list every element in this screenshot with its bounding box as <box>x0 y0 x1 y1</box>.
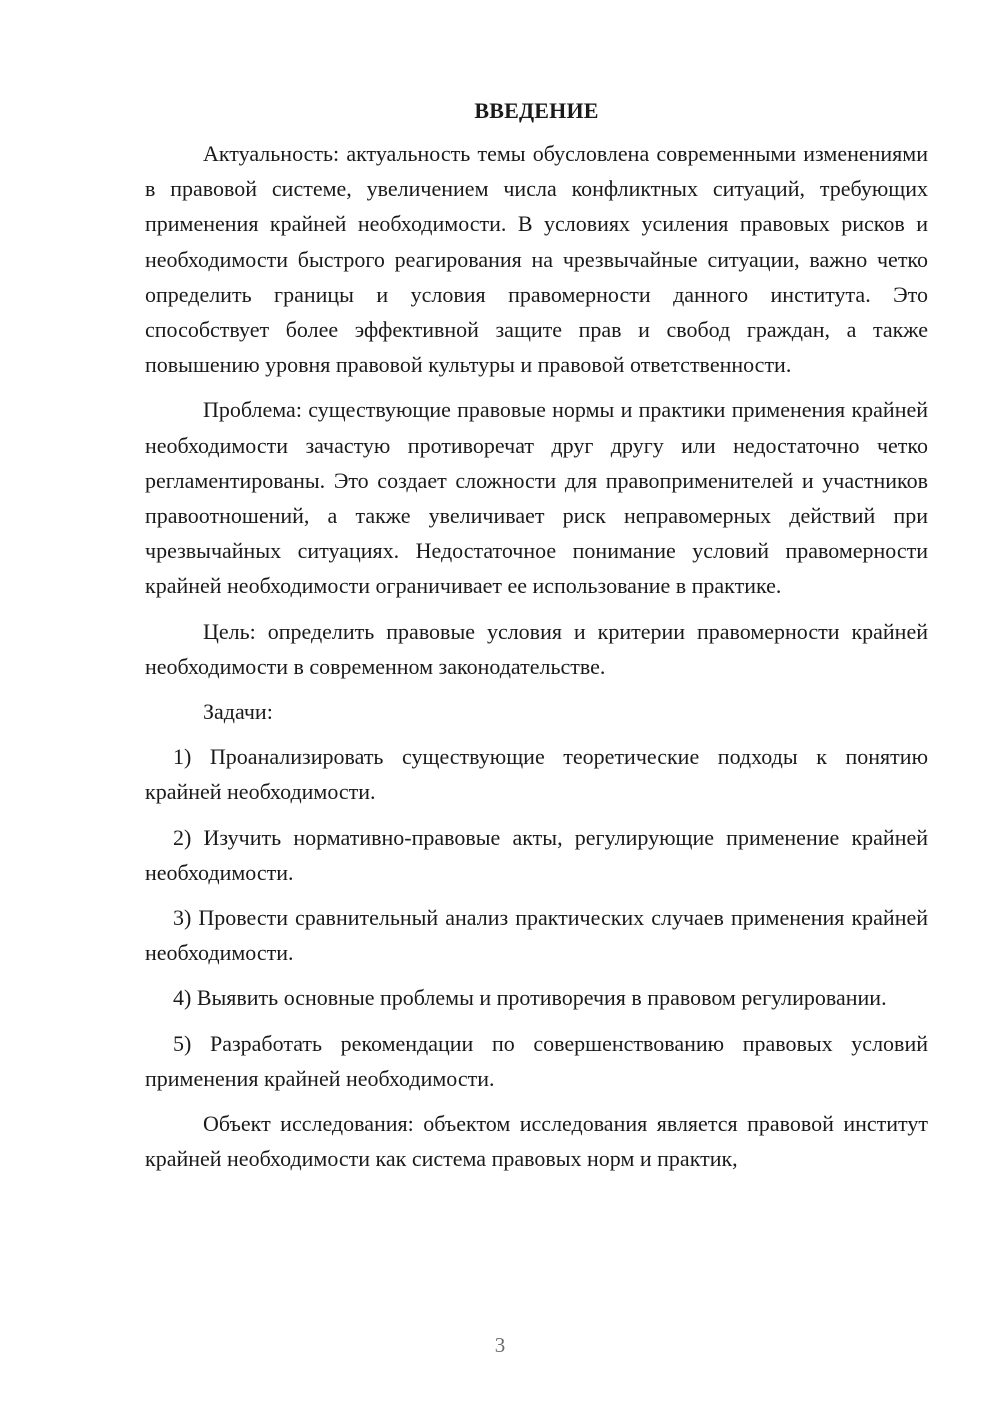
task-item: 3) Провести сравнительный анализ практических случаев применения крайней необходимости. <box>145 905 928 966</box>
paragraph-relevance: Актуальность: актуальность темы обусловлена современными изменениями в правовой системе, увеличением числа конфликтных ситуаций, требующих применения крайней необходимости. В условиях усиления правовых рисков и необходимости быстрого реагирования на чрезвычайные ситуации, важно четко определить границы и условия правомерности данного института. Это способствует более эффективной защите прав и свобод граждан, а также повышению уровня правовой культуры и правовой ответственности. <box>145 141 928 378</box>
paragraph-goal: Цель: определить правовые условия и критерии правомерности крайней необходимости в современном законодательстве. <box>145 618 928 679</box>
task-item: 5) Разработать рекомендации по совершенствованию правовых условий применения крайней необходимости. <box>145 1030 928 1091</box>
page-number: 3 <box>494 1333 506 1357</box>
task-item: 2) Изучить нормативно-правовые акты, регулирующие применение крайней необходимости. <box>145 824 928 885</box>
page-title: ВВЕДЕНИЕ <box>474 98 599 123</box>
task-item: 1) Проанализировать существующие теоретические подходы к понятию крайней необходимости. <box>145 744 928 805</box>
task-item: 4) Выявить основные проблемы и противоречия в правовом регулировании. <box>173 985 887 1011</box>
paragraph-problem: Проблема: существующие правовые нормы и практики применения крайней необходимости зачастую противоречат друг другу или недостаточно четко регламентированы. Это создает сложности для правоприменителей и участников правоотношений, а также увеличивает риск неправомерных действий при чрезвычайных ситуациях. Недостаточное понимание условий правомерности крайней необходимости ограничивает ее использование в практике. <box>145 397 928 599</box>
page-content <box>145 96 928 1186</box>
paragraph-tasks-heading: Задачи: <box>203 699 273 725</box>
paragraph-object: Объект исследования: объектом исследования является правовой институт крайней необходимости как система правовых норм и практик, <box>145 1111 928 1172</box>
